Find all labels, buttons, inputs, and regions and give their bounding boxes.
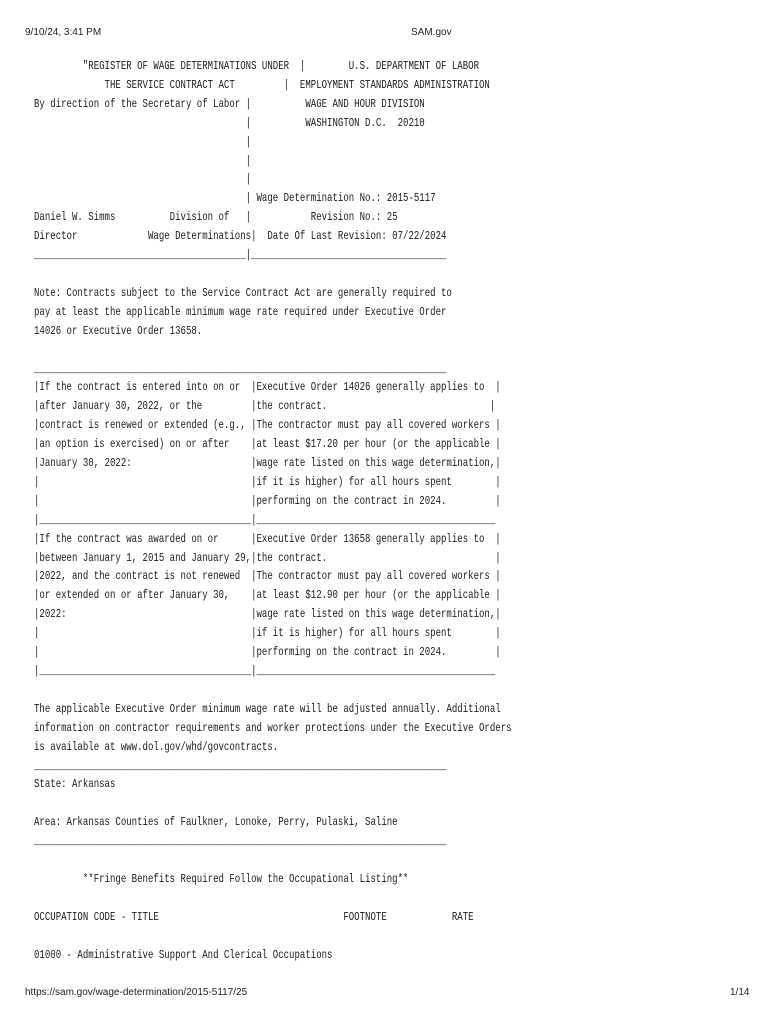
document-line: |2022: |wage rate listed on this wage determination,|	[34, 608, 501, 622]
document-line: State: Arkansas	[34, 778, 116, 792]
document-line: |or extended on or after January 30, |at least $12.90 per hour (or the applicable |	[34, 589, 501, 603]
document-line: | |if it is higher) for all hours spent |	[34, 627, 501, 641]
document-line: |after January 30, 2022, or the |the contract. |	[34, 400, 496, 414]
document-line: |January 30, 2022: |wage rate listed on this wage determination,|	[34, 457, 501, 471]
document-line: |	[34, 154, 252, 168]
document-line: _______________________________________|____________________________________	[34, 249, 447, 263]
document-line: ____________________________________________________________________________	[34, 362, 447, 376]
wage-determination-document	[34, 58, 512, 966]
document-line: information on contractor requirements and worker protections under the Executive Orders	[34, 721, 512, 735]
document-line: **Fringe Benefits Required Follow the Occupational Listing**	[34, 872, 409, 886]
document-line: ____________________________________________________________________________	[34, 835, 447, 849]
document-line: |	[34, 173, 252, 187]
document-line: Area: Arkansas Counties of Faulkner, Lonoke, Perry, Pulaski, Saline	[34, 816, 398, 830]
document-line: | Wage Determination No.: 2015-5117	[34, 192, 436, 206]
document-line: | |performing on the contract in 2024. |	[34, 646, 501, 660]
document-line: |contract is renewed or extended (e.g., |The contractor must pay all covered workers |	[34, 419, 501, 433]
document-line: "REGISTER OF WAGE DETERMINATIONS UNDER | U.S. DEPARTMENT OF LABOR	[34, 60, 480, 73]
document-line: Director Wage Determinations| Date Of Last Revision: 07/22/2024	[34, 230, 447, 244]
document-line: Daniel W. Simms Division of | Revision No.: 25	[34, 211, 398, 225]
document-line: |_______________________________________|____________________________________________	[34, 665, 496, 678]
document-line: |_______________________________________|____________________________________________	[34, 513, 496, 527]
print-datetime: 9/10/24, 3:41 PM	[25, 27, 102, 38]
document-line: |	[34, 135, 252, 149]
document-line: pay at least the applicable minimum wage rate required under Executive Order	[34, 305, 447, 319]
document-line: |If the contract was awarded on or |Executive Order 13658 generally applies to |	[34, 532, 501, 546]
document-line: THE SERVICE CONTRACT ACT | EMPLOYMENT STANDARDS ADMINISTRATION	[34, 78, 490, 92]
document-line: | |if it is higher) for all hours spent |	[34, 475, 501, 489]
document-line: |between January 1, 2015 and January 29,|the contract. |	[34, 551, 501, 565]
document-line: OCCUPATION CODE - TITLE FOOTNOTE RATE	[34, 910, 474, 924]
document-line: By direction of the Secretary of Labor | WAGE AND HOUR DIVISION	[34, 97, 425, 111]
document-line: is available at www.dol.gov/whd/govcontracts.	[34, 740, 279, 754]
document-line: The applicable Executive Order minimum wage rate will be adjusted annually. Additional	[34, 702, 501, 716]
print-site-name: SAM.gov	[411, 27, 452, 38]
document-line: Note: Contracts subject to the Service Contract Act are generally required to	[34, 286, 452, 300]
document-line: | WASHINGTON D.C. 20210	[34, 116, 425, 130]
document-line: |If the contract is entered into on or |Executive Order 14026 generally applies to |	[34, 381, 501, 395]
print-url: https://sam.gov/wage-determination/2015-5117/25	[25, 987, 248, 998]
document-line: |an option is exercised) on or after |at least $17.20 per hour (or the applicable |	[34, 438, 501, 452]
document-line: ____________________________________________________________________________	[34, 759, 447, 773]
document-line: 01000 - Administrative Support And Clerical Occupations	[34, 948, 333, 962]
document-line: |2022, and the contract is not renewed |The contractor must pay all covered workers |	[34, 570, 501, 584]
document-line: | |performing on the contract in 2024. |	[34, 494, 501, 508]
document-line: 14026 or Executive Order 13658.	[34, 324, 203, 338]
print-page-number: 1/14	[730, 987, 750, 998]
